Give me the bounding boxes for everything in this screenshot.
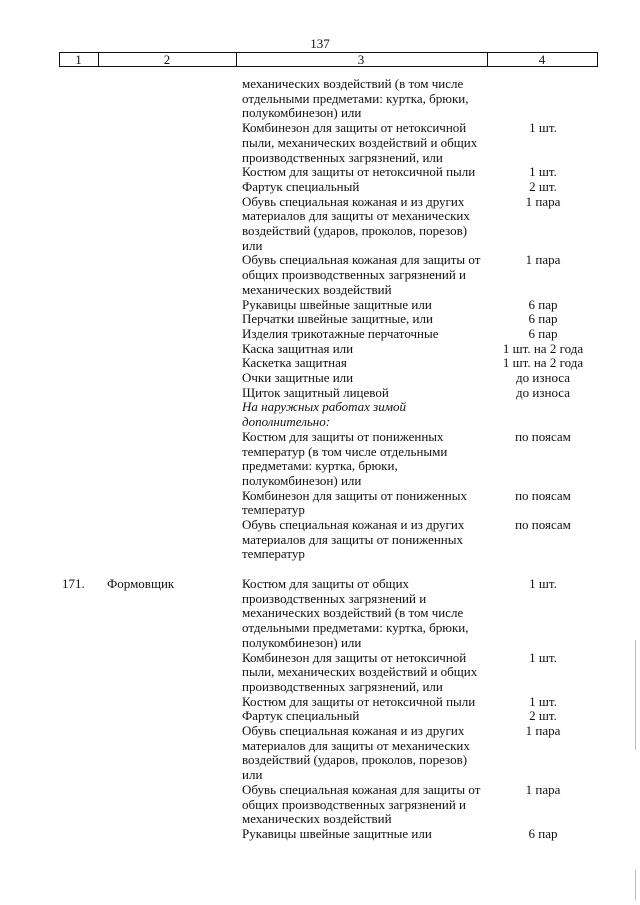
equipment-item: Обувь специальная кожаная для защиты от — [242, 781, 481, 797]
equipment-item: дополнительно: — [242, 414, 331, 430]
equipment-item: Каскетка защитная — [242, 355, 347, 371]
equipment-item: Обувь специальная кожаная для защиты от — [242, 252, 481, 268]
equipment-item: материалов для защиты от механических — [242, 208, 470, 224]
issue-norm: по поясам — [515, 517, 571, 532]
header-divider — [236, 52, 237, 67]
equipment-item: общих производственных загрязнений и — [242, 796, 467, 812]
issue-norm: 6 пар — [528, 325, 558, 341]
equipment-item: общих производственных загрязнений и — [242, 267, 467, 283]
equipment-item: производственных загрязнений и — [242, 590, 427, 606]
header-cell-4: 4 — [538, 52, 546, 67]
issue-norm: 1 шт. — [529, 576, 557, 591]
equipment-item: материалов для защиты от пониженных — [242, 531, 463, 547]
equipment-item: или — [242, 767, 263, 783]
item-number: 171. — [62, 576, 85, 591]
equipment-item: производственных загрязнений, или — [242, 149, 443, 165]
issue-norm: 1 шт. — [529, 693, 557, 709]
issue-norm: по поясам — [515, 487, 571, 503]
issue-norm: 1 пара — [525, 252, 561, 268]
equipment-item: Комбинезон для защиты от нетоксичной — [242, 649, 467, 665]
equipment-item: механических воздействий — [242, 811, 392, 827]
issue-norm: 6 пар — [528, 311, 558, 327]
equipment-item: пыли, механических воздействий и общих — [242, 664, 478, 680]
equipment-item: отдельными предметами: куртка, брюки, — [242, 90, 469, 106]
issue-norm: 2 шт. — [529, 178, 557, 194]
equipment-item: температур — [242, 546, 305, 562]
issue-norm: 6 пар — [528, 296, 558, 312]
equipment-item: Комбинезон для защиты от нетоксичной — [242, 120, 467, 136]
issue-norm: 6 пар — [528, 825, 558, 841]
equipment-item: Рукавицы швейные защитные или — [242, 296, 432, 312]
equipment-item: механических воздействий (в том числе — [242, 76, 464, 91]
equipment-item: Обувь специальная кожаная и из других — [242, 723, 465, 738]
equipment-item: Костюм для защиты от нетоксичной пыли — [242, 164, 476, 180]
issue-norm: 1 шт. — [529, 120, 557, 136]
equipment-item: Костюм для защиты от нетоксичной пыли — [242, 693, 476, 709]
equipment-item: воздействий (ударов, проколов, порезов) — [242, 223, 468, 238]
equipment-item: температур (в том числе отдельными — [242, 443, 448, 459]
profession-name: Формовщик — [107, 576, 175, 591]
issue-norm: 1 пара — [525, 193, 561, 209]
equipment-item: воздействий (ударов, проколов, порезов) — [242, 752, 468, 768]
equipment-item: На наружных работах зимой — [242, 399, 407, 415]
equipment-item: Костюм для защиты от пониженных — [242, 428, 444, 444]
equipment-item: температур — [242, 502, 305, 518]
issue-norm: 1 шт. — [529, 164, 557, 180]
issue-norm: 2 шт. — [529, 708, 557, 724]
equipment-item: пыли, механических воздействий и общих — [242, 134, 478, 150]
equipment-item: Рукавицы швейные защитные или — [242, 825, 432, 841]
equipment-item: Комбинезон для защиты от пониженных — [242, 487, 467, 503]
issue-norm: 1 пара — [525, 781, 561, 797]
equipment-item: полукомбинезон) или — [242, 634, 362, 650]
header-cell-3: 3 — [357, 52, 365, 67]
equipment-item: Фартук специальный — [242, 178, 360, 194]
equipment-item: Каска защитная или — [242, 340, 354, 356]
equipment-item: Перчатки швейные защитные, или — [242, 311, 433, 327]
page-number: 137 — [310, 36, 330, 51]
equipment-item: или — [242, 237, 263, 253]
issue-norm: 1 шт. на 2 года — [502, 355, 584, 371]
equipment-item: Щиток защитный лицевой — [242, 384, 389, 400]
equipment-item: полукомбинезон) или — [242, 472, 362, 488]
equipment-item: отдельными предметами: куртка, брюки, — [242, 620, 469, 636]
equipment-item: Фартук специальный — [242, 708, 360, 724]
header-cell-1: 1 — [75, 52, 82, 67]
issue-norm: 1 пара — [525, 723, 561, 738]
issue-norm: 1 шт. на 2 года — [502, 340, 584, 356]
equipment-item: механических воздействий (в том числе — [242, 605, 464, 621]
issue-norm: до износа — [516, 384, 570, 400]
page-edge-line — [635, 640, 636, 750]
equipment-item: Обувь специальная кожаная и из других — [242, 517, 465, 532]
equipment-item: производственных загрязнений, или — [242, 678, 443, 694]
equipment-item: Костюм для защиты от общих — [242, 576, 410, 591]
header-divider — [597, 52, 598, 67]
equipment-item: Обувь специальная кожаная и из других — [242, 193, 465, 209]
issue-norm: по поясам — [515, 428, 571, 444]
table-header — [59, 52, 598, 67]
equipment-item: предметами: куртка, брюки, — [242, 458, 398, 474]
header-divider — [59, 52, 60, 67]
header-divider — [98, 52, 99, 67]
equipment-item: полукомбинезон) или — [242, 105, 362, 121]
equipment-item: Очки защитные или — [242, 370, 354, 385]
header-cell-2: 2 — [163, 52, 171, 67]
issue-norm: до износа — [516, 370, 570, 385]
equipment-item: материалов для защиты от механических — [242, 737, 470, 753]
equipment-item: механических воздействий — [242, 281, 392, 297]
issue-norm: 1 шт. — [529, 649, 557, 665]
page-edge-line — [635, 870, 636, 900]
header-divider — [487, 52, 488, 67]
equipment-item: Изделия трикотажные перчаточные — [242, 325, 439, 341]
